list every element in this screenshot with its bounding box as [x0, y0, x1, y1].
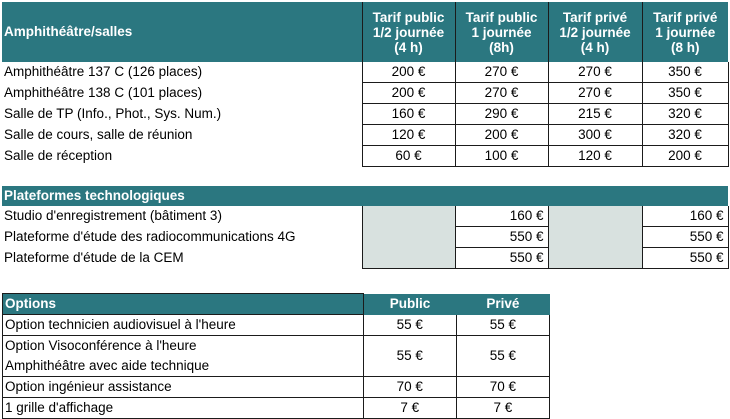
- table-row: [2, 104, 728, 125]
- price-cell: 160 €: [362, 104, 455, 125]
- price-cell: 320 €: [642, 125, 728, 146]
- price-cell: 7 €: [363, 398, 456, 419]
- platforms-header-label: Plateformes technologiques: [4, 188, 185, 203]
- table-row: [2, 206, 728, 227]
- price-cell: 550 €: [642, 248, 728, 269]
- price-cell: 160 €: [642, 206, 728, 227]
- table-row: [2, 146, 728, 167]
- unavailable-cell: [362, 206, 455, 269]
- price-cell: 55 €: [363, 336, 456, 377]
- price-cell: 350 €: [642, 83, 728, 104]
- platforms-pricing-table: [2, 186, 729, 269]
- price-cell: 200 €: [455, 125, 548, 146]
- row-label: Studio d'enregistrement (bâtiment 3): [4, 208, 222, 224]
- price-cell: 7 €: [456, 398, 549, 419]
- row-label: Option Visoconférence à l'heure Amphithéâtre avec aide technique: [3, 336, 364, 377]
- table-row: [2, 62, 728, 83]
- price-cell: 270 €: [548, 83, 642, 104]
- price-cell: 55 €: [363, 315, 456, 336]
- price-cell: 320 €: [642, 104, 728, 125]
- rooms-pricing-table: [2, 2, 729, 167]
- table-row: [2, 83, 728, 104]
- price-cell: 215 €: [548, 104, 642, 125]
- row-label: Amphithéâtre 137 C (126 places): [4, 64, 203, 80]
- rooms-header-label: Amphithéâtre/salles: [4, 24, 133, 39]
- options-header-private: Privé: [486, 296, 520, 311]
- price-cell: 270 €: [548, 62, 642, 83]
- price-cell: 350 €: [642, 62, 728, 83]
- header-public-full-day: Tarif public 1 journée (8h): [455, 2, 548, 62]
- price-cell: 55 €: [456, 315, 549, 336]
- row-label: Salle de réception: [4, 148, 113, 163]
- price-cell: 550 €: [455, 227, 548, 248]
- unavailable-cell: [548, 206, 642, 269]
- rooms-header-row: [2, 2, 728, 62]
- price-cell: 300 €: [548, 125, 642, 146]
- table-row: [3, 377, 550, 398]
- price-cell: 120 €: [362, 125, 455, 146]
- price-cell: 55 €: [456, 336, 549, 377]
- options-header-row: [3, 294, 550, 315]
- price-cell: 550 €: [455, 248, 548, 269]
- row-label: Plateforme d'étude des radiocommunications 4G: [4, 229, 296, 244]
- header-private-half-day: Tarif privé 1/2 journée (4 h): [548, 2, 642, 62]
- options-pricing-table: [2, 293, 550, 419]
- row-label: Amphithéâtre 138 C (101 places): [4, 85, 203, 100]
- price-cell: 60 €: [362, 146, 455, 167]
- price-cell: 290 €: [455, 104, 548, 125]
- price-cell: 200 €: [642, 146, 728, 167]
- row-label: Option technicien audiovisuel à l'heure: [3, 315, 364, 336]
- table-row: [3, 336, 550, 377]
- row-label: 1 grille d'affichage: [3, 398, 364, 419]
- header-private-full-day: Tarif privé 1 journée (8 h): [642, 2, 728, 62]
- price-cell: 160 €: [455, 206, 548, 227]
- price-cell: 120 €: [548, 146, 642, 167]
- options-header-public: Public: [389, 296, 431, 311]
- price-cell: 100 €: [455, 146, 548, 167]
- row-label: Salle de TP (Info., Phot., Sys. Num.): [4, 106, 222, 121]
- table-row: [2, 125, 728, 146]
- price-cell: 550 €: [642, 227, 728, 248]
- platforms-header-row: [2, 186, 728, 206]
- price-cell: 200 €: [362, 62, 455, 83]
- price-cell: 270 €: [455, 83, 548, 104]
- row-label: Plateforme d'étude de la CEM: [4, 250, 184, 265]
- header-public-half-day: Tarif public 1/2 journée (4 h): [362, 2, 455, 62]
- options-header-label: Options: [3, 294, 364, 315]
- price-cell: 70 €: [363, 377, 456, 398]
- price-cell: 70 €: [456, 377, 549, 398]
- table-row: [3, 315, 550, 336]
- table-row: [3, 398, 550, 419]
- price-cell: 200 €: [362, 83, 455, 104]
- row-label: Option ingénieur assistance: [3, 377, 364, 398]
- row-label: Salle de cours, salle de réunion: [4, 127, 193, 142]
- price-cell: 270 €: [455, 62, 548, 83]
